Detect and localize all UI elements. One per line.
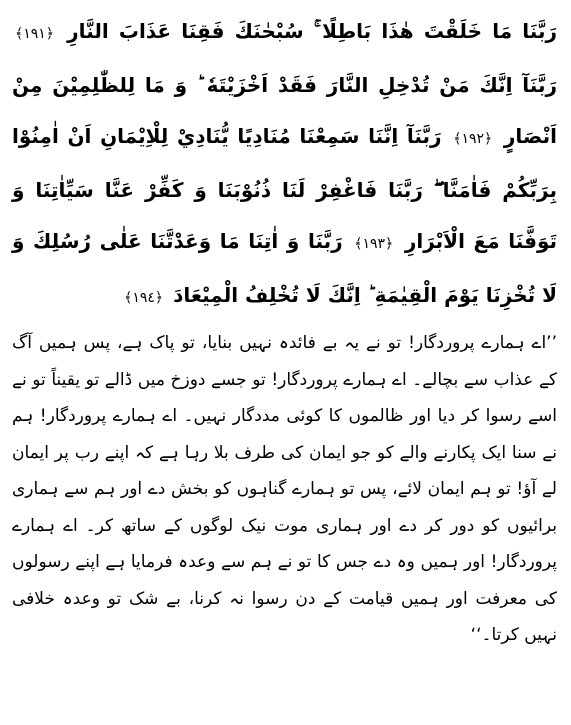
verse-text: رَبَّنَا مَا خَلَقْتَ هٰذَا بَاطِلًا ۚ سُبْحٰنَكَ فَقِنَا عَذَابَ النَّارِ xyxy=(67,19,557,43)
verse-text: رَبَّنَآ اِنَّكَ مَنْ تُدْخِلِ النَّارَ فَقَدْ اَخْزَيْتَهٗ ؕ وَ مَا لِلظّٰلِمِيْنَ مِنْ اَنْصَارٍ xyxy=(12,73,557,148)
arabic-verses xyxy=(12,6,557,324)
verse-text: رَبَّنَا وَ اٰتِنَا مَا وَعَدْتَّنَا عَلٰى رُسُلِكَ وَ لَا تُخْزِنَا يَوْمَ الْقِيٰمَةِ ؕ اِنَّكَ لَا تُخْلِفُ الْمِيْعَادَ xyxy=(12,229,557,307)
verse-text: رَبَّنَآ اِنَّنَا سَمِعْنَا مُنَادِيًا يُّنَادِيْ لِلْاِيْمَانِ اَنْ اٰمِنُوْا بِرَبِّكُمْ فَاٰمَنَّا ۖ رَبَّنَا فَاغْفِرْ لَنَا ذُنُوْبَنَا وَ كَفِّرْ عَنَّا سَيِّاٰتِنَا وَ تَوَفَّنَا مَعَ الْاَبْرَارِ xyxy=(12,124,558,253)
verse-number: ﴿١٩٣﴾ xyxy=(354,236,394,252)
urdu-translation: ’’اے ہمارے پروردگار! تو نے یہ بے فائدہ نہیں بنایا، تو پاک ہے، پس ہمیں آگ کے عذاب سے بچالے۔ اے ہمارے پروردگار! تو جسے دوزخ میں ڈالے تو یقیناً تو نے اسے رسوا کر دیا اور ظالموں کا کوئی مددگار نہیں۔ اے ہمارے پروردگار! ہم نے سنا ایک پکارنے والے کو جو ایمان کی طرف بلا رہا ہے کہ اپنے رب پر ایمان لے آؤ! تو ہم ایمان لائے، پس تو ہمارے گناہوں کو بخش دے اور ہم سے ہماری برائیوں کو دور کر دے اور ہماری موت نیک لوگوں کے ساتھ کر۔ اے ہمارے پروردگار! اور ہمیں وہ دے جس کا تو نے ہم سے وعدہ فرمایا ہے اپنے رسولوں کی معرفت اور ہمیں قیامت کے دن رسوا نہ کرنا، بے شک تو وعدہ خلافی نہیں کرتا۔‘‘ xyxy=(12,333,557,645)
verse-number: ﴿١٩٢﴾ xyxy=(453,131,493,147)
verse-number: ﴿١٩١﴾ xyxy=(15,26,54,42)
verse-number: ﴿١٩٤﴾ xyxy=(124,290,164,306)
